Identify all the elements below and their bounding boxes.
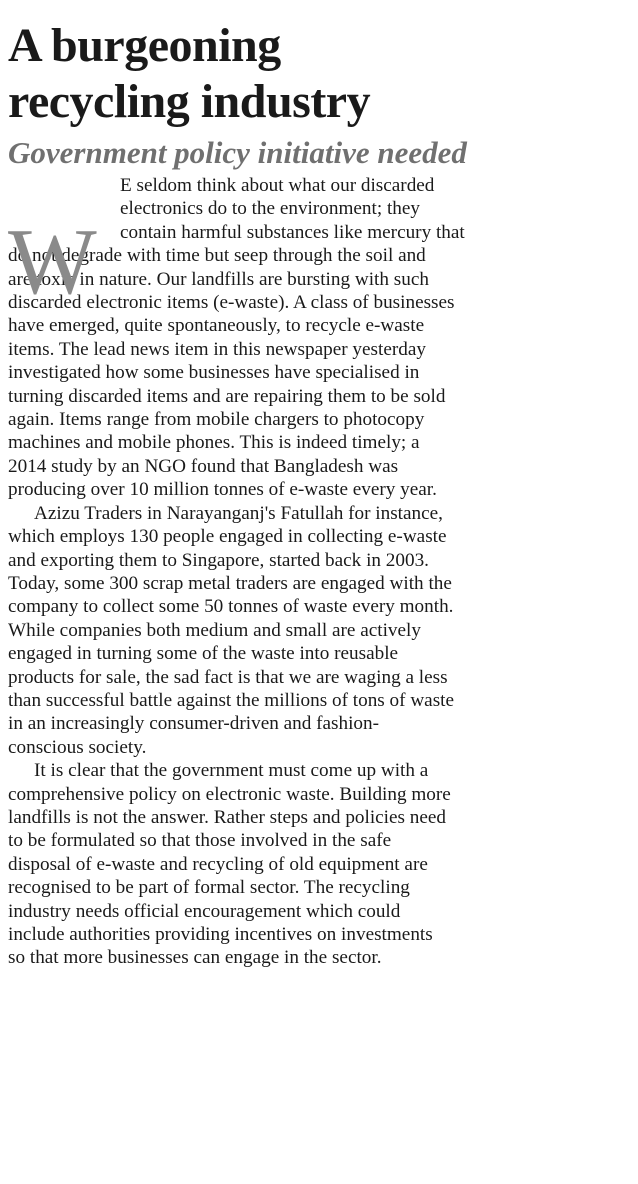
body-line: engaged in turning some of the waste into reusable [8,643,399,665]
body-line: and exporting them to Singapore, started back in 2003. [8,549,429,571]
body-line: investigated how some businesses have specialised in [8,362,420,384]
body-line: Azizu Traders in Narayanganj's Fatullah for instance, [34,502,443,524]
body-line: producing over 10 million tonnes of e-waste every year. [8,479,437,501]
body-line: 2014 study by an NGO found that Bangladesh was [8,455,399,477]
body-line: electronics do to the environment; they [120,198,420,220]
body-line: are toxic in nature. Our landfills are bursting with such [8,268,429,290]
editorial-article [8,0,632,970]
body-line: industry needs official encouragement which could [8,900,401,922]
body-line: turning discarded items and are repairing them to be sold [8,385,446,407]
body-line: conscious society. [8,736,147,758]
paragraph-2 [8,502,632,759]
body-line: While companies both medium and small are actively [8,619,421,641]
paragraph-1 [8,174,632,502]
body-line: have emerged, quite spontaneously, to recycle e-waste [8,315,425,337]
body-line: than successful battle against the millions of tons of waste [8,689,455,711]
body-line: items. The lead news item in this newspaper yesterday [8,338,426,360]
article-body [8,174,632,970]
body-line: to be formulated so that those involved in the safe [8,830,392,852]
body-line: E seldom think about what our discarded [120,175,435,196]
body-line: do not degrade with time but seep through the soil and [8,245,426,267]
body-line: again. Items range from mobile chargers to photocopy [8,409,425,431]
body-line: contain harmful substances like mercury that [120,221,465,243]
body-line: in an increasingly consumer-driven and fashion- [8,713,379,735]
headline [8,18,632,130]
body-line: products for sale, the sad fact is that we are waging a less [8,666,448,688]
subheadline: Government policy initiative needed [8,135,467,170]
body-line: It is clear that the government must come up with a [34,760,429,782]
body-line: landfills is not the answer. Rather steps and policies need [8,806,447,828]
headline-line-2: recycling industry [8,75,371,128]
body-line: Today, some 300 scrap metal traders are engaged with the [8,572,452,594]
headline-line-1: A burgeoning [8,19,281,72]
paragraph-3 [8,759,632,970]
body-line: include authorities providing incentives on investments [8,924,433,945]
body-line: disposal of e-waste and recycling of old equipment are [8,853,428,875]
body-line: comprehensive policy on electronic waste. Building more [8,783,451,805]
body-line: which employs 130 people engaged in collecting e-waste [8,526,447,548]
body-line: discarded electronic items (e-waste). A class of businesses [8,292,455,314]
body-line: recognised to be part of formal sector. The recycling [8,877,410,899]
body-line: company to collect some 50 tonnes of waste every month. [8,596,454,618]
drop-cap: W [8,210,95,314]
body-line: so that more businesses can engage in the sector. [8,947,382,969]
body-line: machines and mobile phones. This is indeed timely; a [8,432,420,454]
